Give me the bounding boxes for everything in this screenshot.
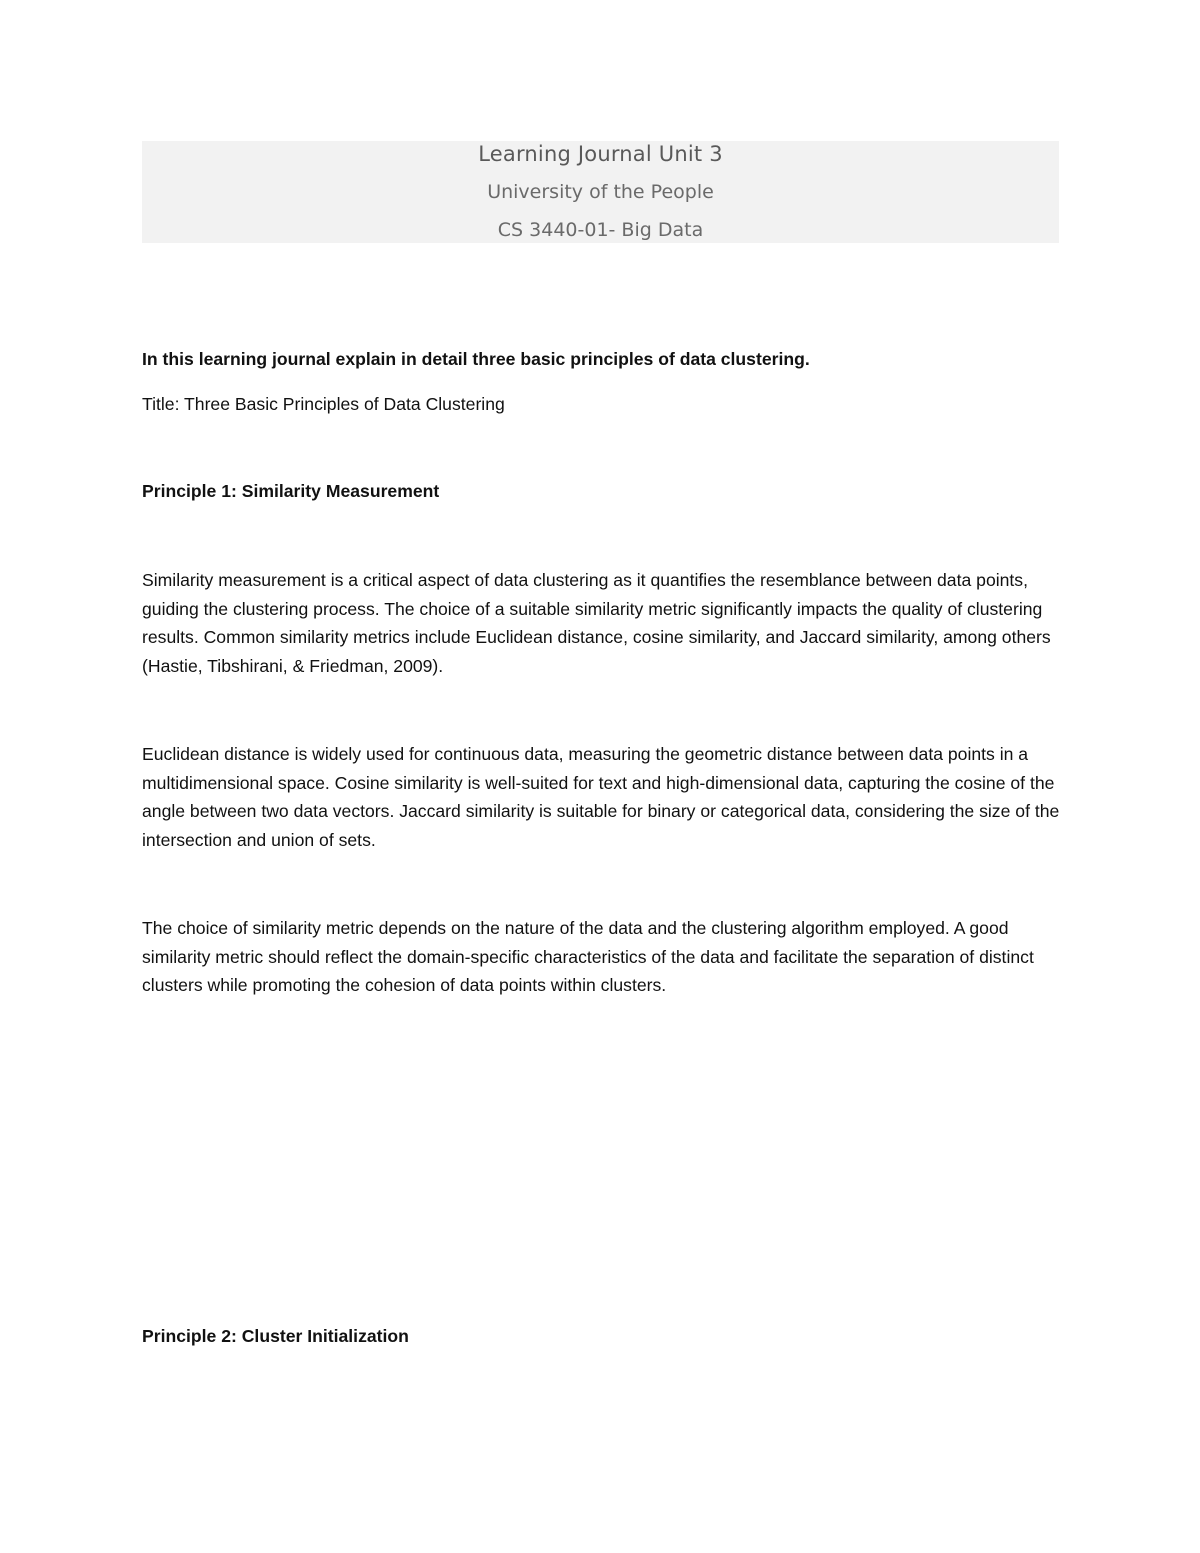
institution-name: University of the People <box>487 181 714 203</box>
course-name: CS 3440-01- Big Data <box>497 219 704 241</box>
principle-1-paragraph-1: Similarity measurement is a critical aspect of data clustering as it quantifies the resemblance between data points, guiding the clustering process. The choice of a suitable similarity metric significantly impacts the quality of clustering results. Common similarity metrics include Euclidean distance, cosine similarity, and Jaccard similarity, among others (Hastie, Tibshirani, & Friedman, 2009). <box>142 570 1051 676</box>
principle-1-paragraph-3: The choice of similarity metric depends on the nature of the data and the clustering algorithm employed. A good similarity metric should reflect the domain-specific characteristics of the data and facilitate the separation of distinct clusters while promoting the cohesion of data points within clusters. <box>142 918 1034 996</box>
journal-title: Learning Journal Unit 3 <box>478 142 723 166</box>
assignment-prompt: In this learning journal explain in detail three basic principles of data clustering. <box>142 349 810 369</box>
principle-1-heading: Principle 1: Similarity Measurement <box>142 481 440 501</box>
principle-2-heading: Principle 2: Cluster Initialization <box>142 1326 409 1346</box>
document-title: Title: Three Basic Principles of Data Clustering <box>142 394 505 414</box>
principle-1-paragraph-2: Euclidean distance is widely used for continuous data, measuring the geometric distance between data points in a multidimensional space. Cosine similarity is well-suited for text and high-dimensional data, capturing the cosine of the angle between two data vectors. Jaccard similarity is suitable for binary or categorical data, considering the size of the intersection and union of sets. <box>142 744 1060 850</box>
title-block <box>142 141 1059 243</box>
